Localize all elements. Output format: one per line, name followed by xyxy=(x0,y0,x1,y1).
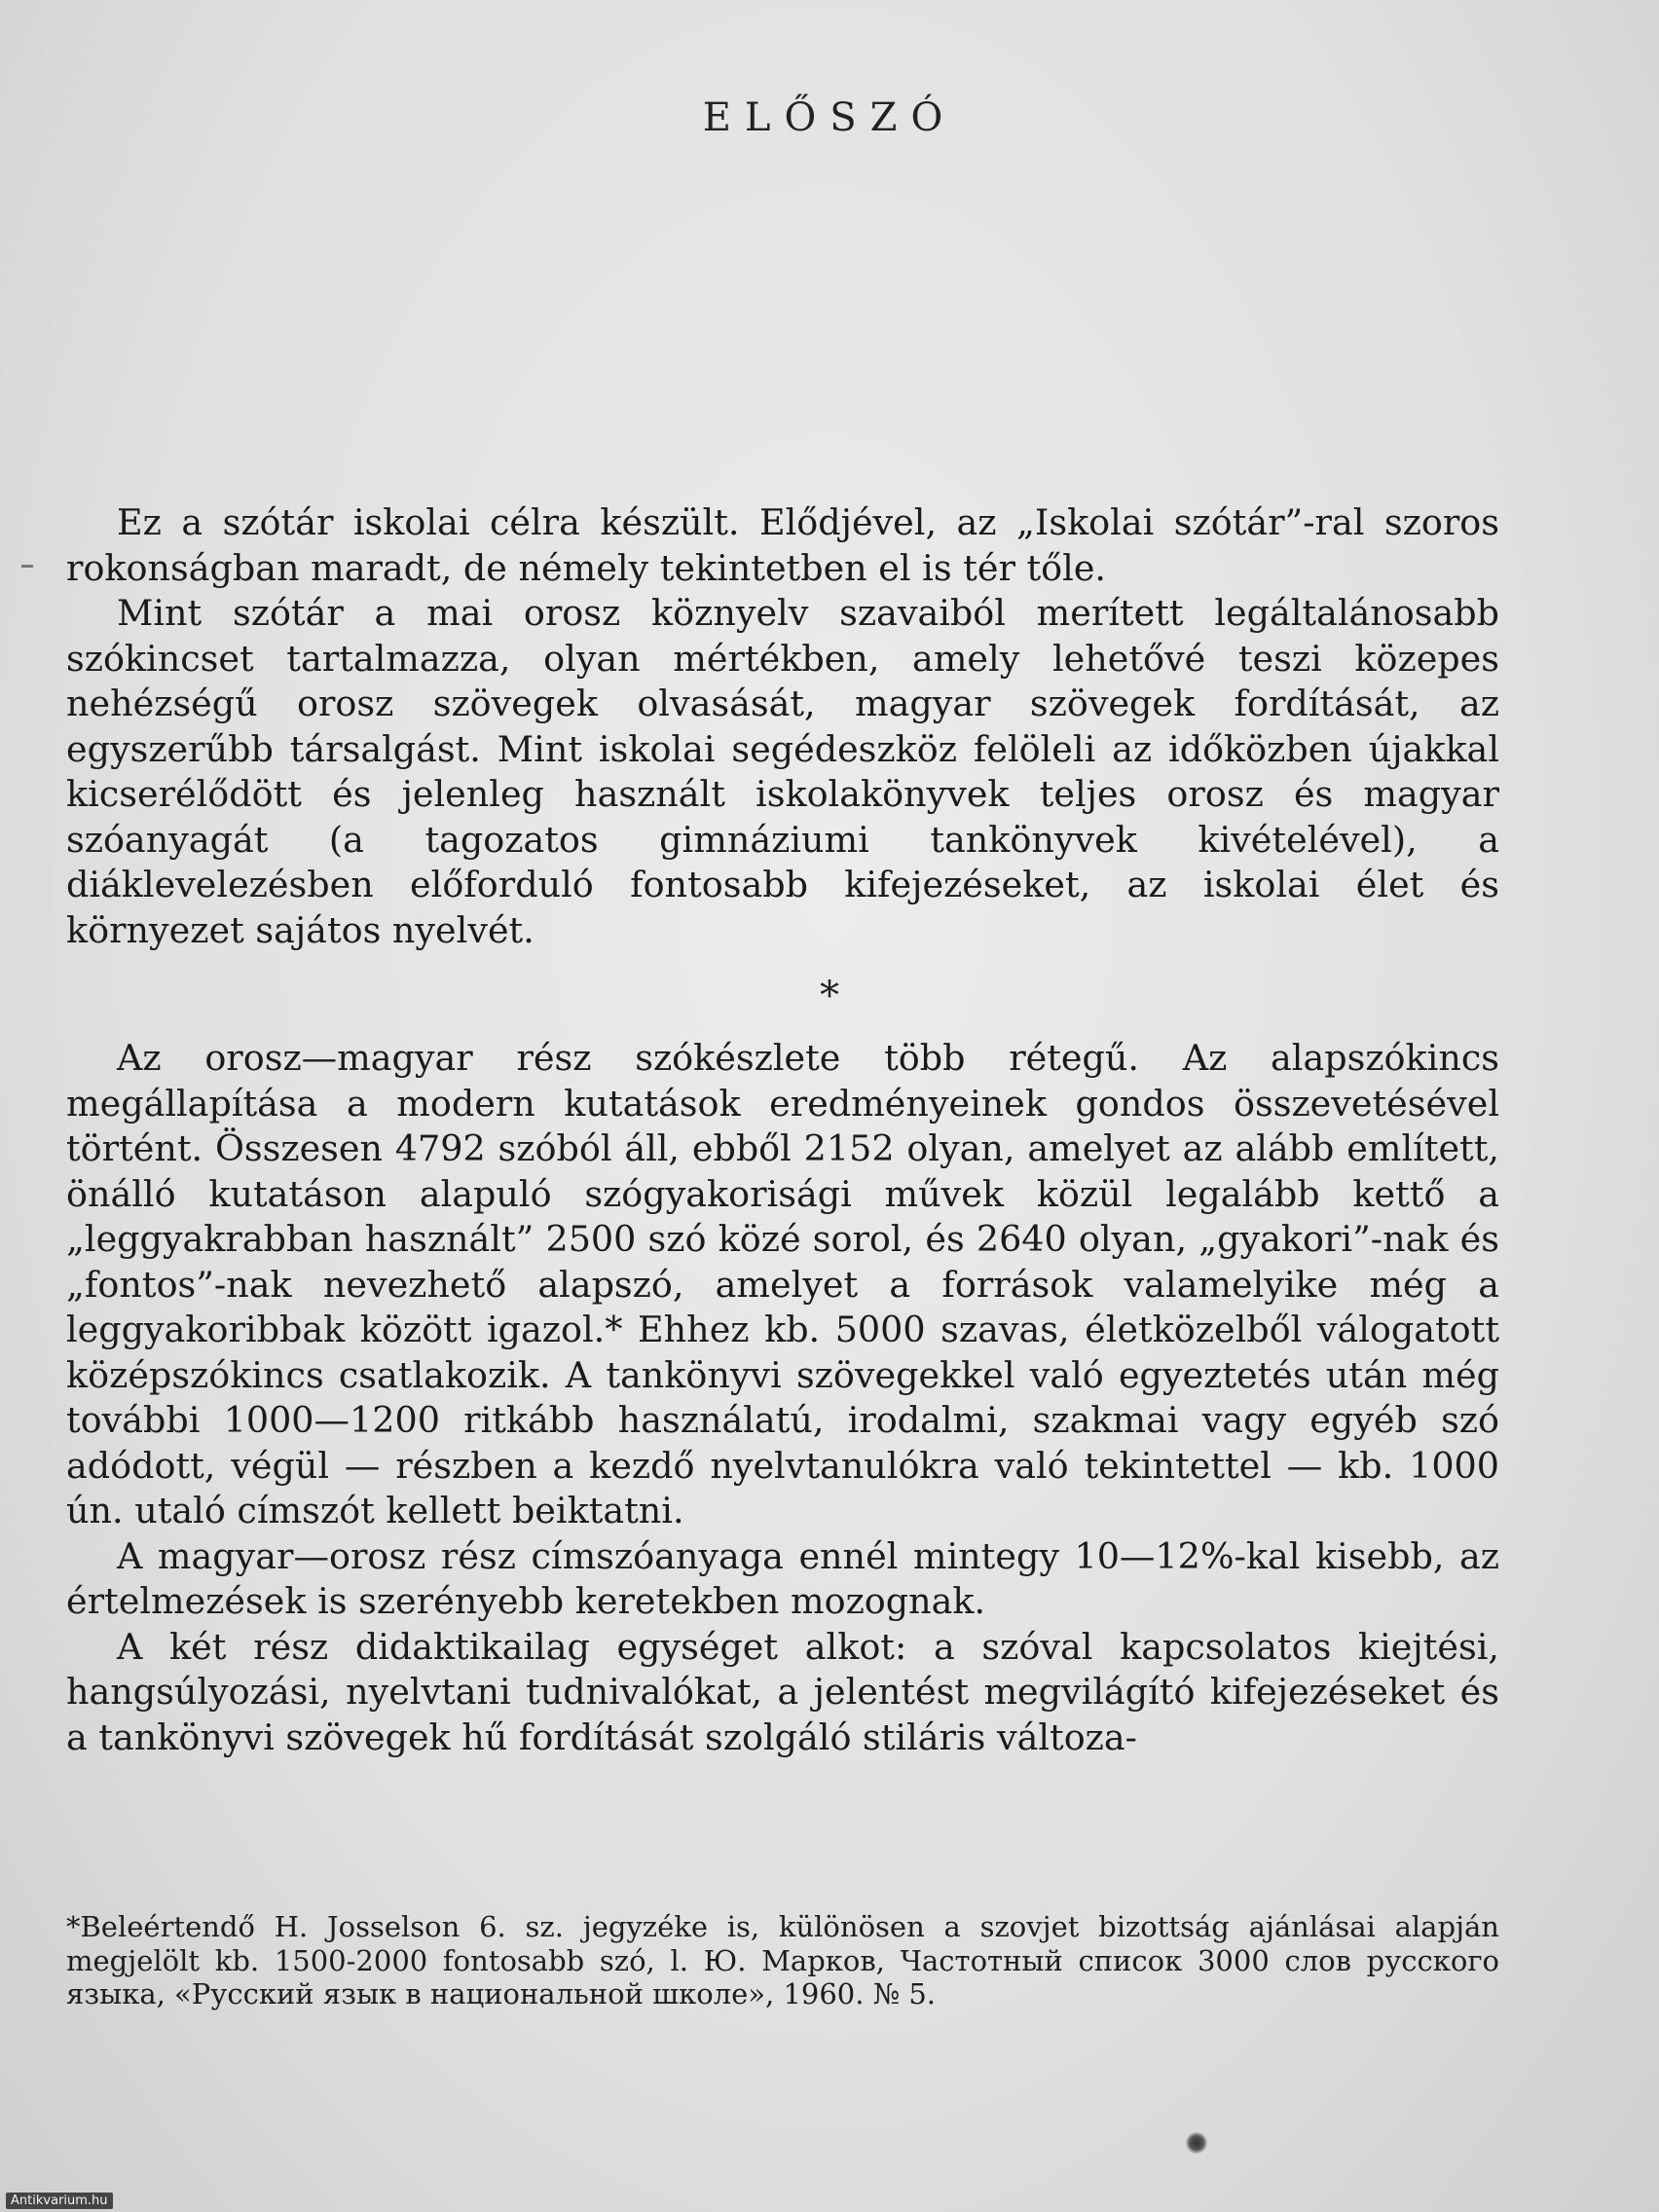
footnote xyxy=(66,1910,1499,2011)
paragraph: Ez a szótár iskolai célra készült. Elődjével, az „Iskolai szótár”-ral szoros rokonságban maradt, de némely tekintetben el is tér tőle. xyxy=(66,501,1499,589)
ink-blot-mark xyxy=(1186,2132,1207,2154)
paragraph: Mint szótár a mai orosz köznyelv szavaiból merített legáltalánosabb szókincset tartalmazza, olyan mértékben, amely lehetővé teszi közepes nehézségű orosz szövegek olvasását, magyar szövegek fordítását, az egyszerűbb társalgást. Mint iskolai segédeszköz felöleli az időközben újakkal kicserélődött és jelenleg használt iskolakönyvek teljes orosz és magyar szóanyagát (a tagozatos gimnáziumi tankönyvek kivételével), a diáklevelezésben előforduló fontosabb kifejezéseket, az iskolai élet és környezet sajátos nyelvét. xyxy=(66,592,1499,951)
paragraph: A magyar—orosz rész címszóanyaga ennél mintegy 10—12%-kal kisebb, az értelmezések is szerényebb keretekben mozognak. xyxy=(66,1534,1499,1622)
vocabulary-section xyxy=(66,1036,1499,1760)
footnote-text: *Beleértendő H. Josselson 6. sz. jegyzéke is, különösen a szovjet bizottság ajánlásai alapján megjelölt kb. 1500-2000 fontosabb szó, l. Ю. Марков, Частотный список 3000 слов русского языка, «Русский язык в национальной школе», 1960. № 5. xyxy=(66,1910,1499,2010)
intro-section xyxy=(66,500,1499,953)
paragraph: A két rész didaktikailag egységet alkot: a szóval kapcsolatos kiejtési, hangsúlyozási, nyelvtani tudnivalókat, a jelentést megvilágító kifejezéseket és a tankönyvi szövegek hű fordítását szolgáló stiláris változa- xyxy=(66,1625,1499,1758)
page-title: ELŐSZÓ xyxy=(702,95,957,140)
print-speck xyxy=(21,565,33,568)
watermark: Antikvarium.hu xyxy=(6,2193,113,2209)
section-separator: * xyxy=(820,974,839,1018)
paragraph: Az orosz—magyar rész szókészlete több rétegű. Az alapszókincs megállapítása a modern kutatások eredményeinek gondos összevetésével történt. Összesen 4792 szóból áll, ebből 2152 olyan, amelyet az alább említett, önálló kutatáson alapuló szógyakorisági művek közül legalább kettő a „leggyakrabban használt” 2500 szó közé sorol, és 2640 olyan, „gyakori”-nak és „fontos”-nak nevezhető alapszó, amelyet a források valamelyike még a leggyakoribbak között igazol.* Ehhez kb. 5000 szavas, életközelből válogatott középszókincs csatlakozik. A tankönyvi szövegekkel való egyeztetés után még további 1000—1200 ritkább használatú, irodalmi, szakmai vagy egyéb szó adódott, végül — részben a kezdő nyelvtanulókra való tekintettel — kb. 1000 ún. utaló címszót kellett beiktatni. xyxy=(66,1037,1499,1531)
